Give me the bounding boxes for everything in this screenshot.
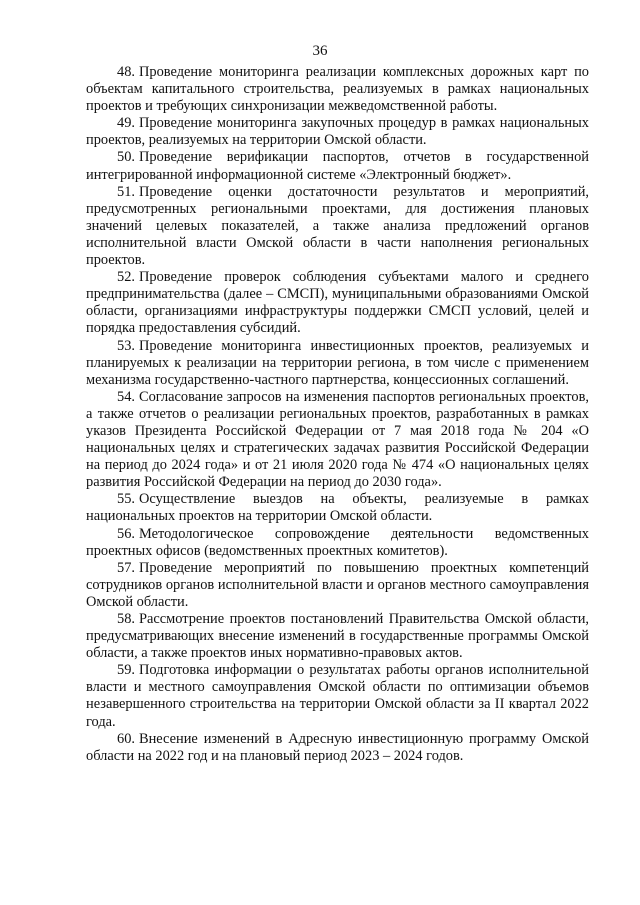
list-item <box>86 662 589 730</box>
item-number: 59. <box>117 662 135 679</box>
item-text: Проведение проверок соблюдения субъектами малого и среднего предпринимательства (далее – СМСП), муниципальными образованиями Омской области, организациями инфраструктуры поддержки СМСП условий, целей и порядка предоставления субсидий. <box>86 269 589 337</box>
item-number: 50. <box>117 149 135 166</box>
page-number: 36 <box>312 43 328 59</box>
list-item <box>86 64 589 115</box>
item-text: Осуществление выездов на объекты, реализуемые в рамках национальных проектов на территории Омской области. <box>86 491 589 525</box>
item-text: Согласование запросов на изменения паспортов региональных проектов, а также отчетов о реализации региональных проектов, разработанных в рамках указов Президента Российской Федерации от 7 мая 2018 года № 204 «О национальных целях и стратегических задачах развития Российской Федерации на период до 2024 года» и от 21 июля 2020 года № 474 «О национальных целях развития Российской Федерации на период до 2030 года». <box>86 388 589 491</box>
item-number: 56. <box>117 525 135 542</box>
item-number: 57. <box>117 559 135 576</box>
list-item <box>86 491 589 525</box>
item-text: Внесение изменений в Адресную инвестиционную программу Омской области на 2022 год и на плановый период 2023 – 2024 годов. <box>86 730 589 764</box>
item-text: Рассмотрение проектов постановлений Правительства Омской области, предусматривающих внесение изменений в государственные программы Омской области, а также проектов иных нормативно-правовых актов. <box>86 611 589 662</box>
document-body <box>86 64 589 765</box>
list-item <box>86 149 589 183</box>
item-number: 52. <box>117 269 135 286</box>
list-item <box>86 338 589 389</box>
item-number: 55. <box>117 491 135 508</box>
list-item <box>86 526 589 560</box>
item-text: Проведение мероприятий по повышению проектных компетенций сотрудников органов исполнительной власти и органов местного самоуправления Омской области. <box>86 559 589 610</box>
list-item <box>86 184 589 269</box>
list-item <box>86 115 589 149</box>
item-number: 48. <box>117 64 135 80</box>
item-number: 49. <box>117 115 135 132</box>
item-text: Проведение оценки достаточности результатов и мероприятий, предусмотренных региональными проектами, для достижения плановых значений целевых показателей, а также анализа предложений органов исполнительной власти Омской области в части наполнения региональных проектов. <box>86 183 589 269</box>
item-number: 58. <box>117 611 135 627</box>
item-text: Проведение мониторинга инвестиционных проектов, реализуемых и планируемых к реализации на территории региона, в том числе с применением механизма государственно-частного партнерства, концессионных соглашений. <box>86 337 589 388</box>
item-text: Проведение мониторинга закупочных процедур в рамках национальных проектов, реализуемых на территории Омской области. <box>86 115 589 149</box>
item-text: Методологическое сопровождение деятельности ведомственных проектных офисов (ведомственных проектных комитетов). <box>86 525 589 559</box>
list-item <box>86 731 589 765</box>
list-item <box>86 389 589 492</box>
item-text: Проведение верификации паспортов, отчетов в государственной интегрированной информационной системе «Электронный бюджет». <box>86 149 589 183</box>
item-number: 60. <box>117 730 135 747</box>
item-text: Проведение мониторинга реализации комплексных дорожных карт по объектам капитального строительства, реализуемых в рамках национальных проектов и требующих синхронизации межведомственной работы. <box>86 64 589 115</box>
item-number: 54. <box>117 388 135 405</box>
item-text: Подготовка информации о результатах работы органов исполнительной власти и местного самоуправления Омской области по оптимизации объемов незавершенного строительства на территории Омской области за II квартал 2022 года. <box>86 662 589 730</box>
item-number: 53. <box>117 337 135 354</box>
list-item <box>86 269 589 337</box>
list-item <box>86 611 589 662</box>
item-number: 51. <box>117 183 135 200</box>
list-item <box>86 560 589 611</box>
